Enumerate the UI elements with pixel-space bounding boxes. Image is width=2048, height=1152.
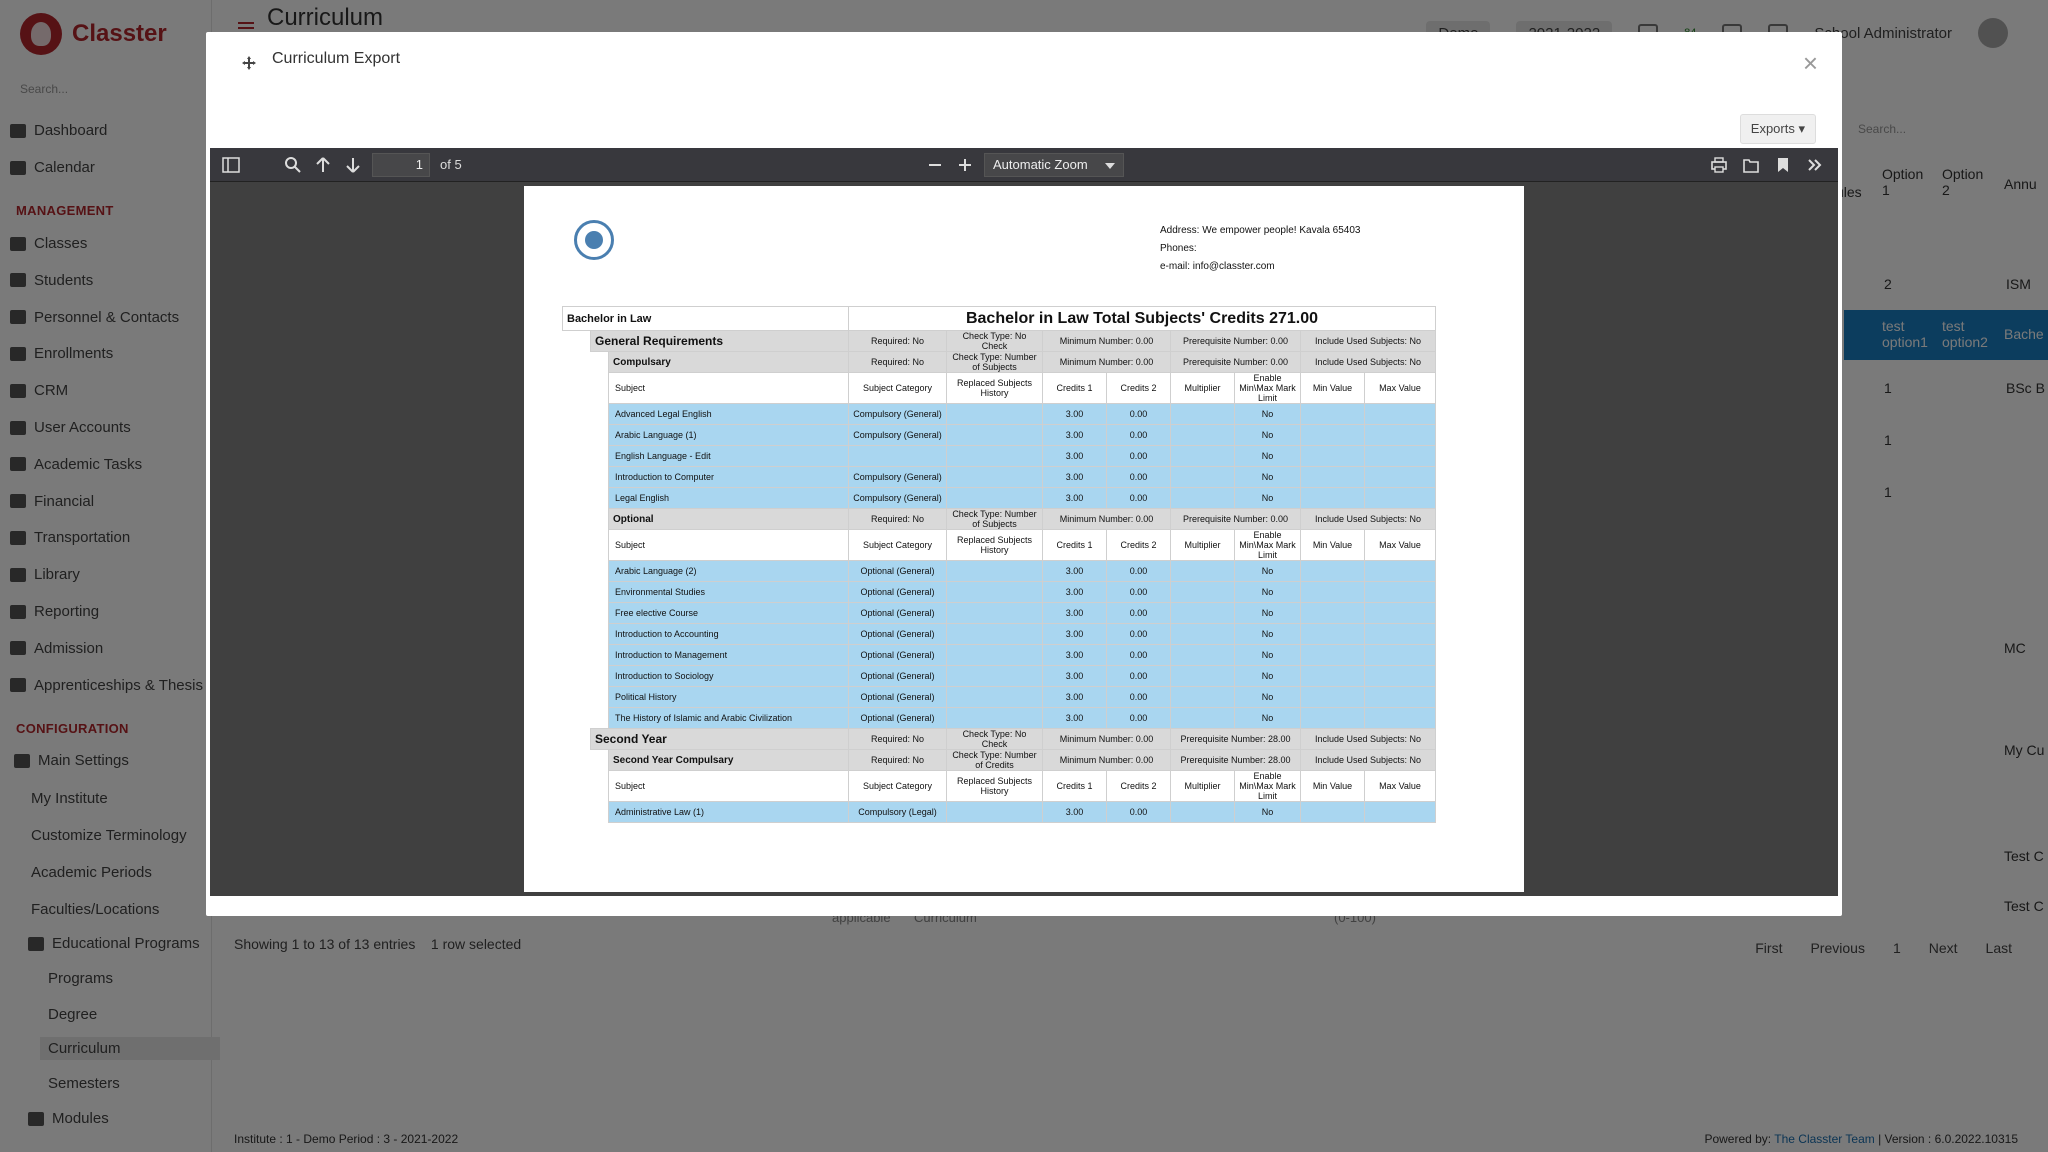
table-row xyxy=(563,446,1436,467)
subject-category: Optional (General) xyxy=(849,561,947,582)
column-header-row xyxy=(563,771,1436,802)
min-value xyxy=(1301,645,1365,666)
multiplier xyxy=(1171,666,1235,687)
credits-2: 0.00 xyxy=(1107,446,1171,467)
group-check-type: Check Type: Number of Subjects xyxy=(947,509,1043,530)
group-required: Required: No xyxy=(849,750,947,771)
credits-1: 3.00 xyxy=(1043,582,1107,603)
replaced-subjects xyxy=(947,645,1043,666)
column-header: Credits 2 xyxy=(1107,771,1171,802)
credits-2: 0.00 xyxy=(1107,708,1171,729)
subject-category: Compulsory (General) xyxy=(849,488,947,509)
multiplier xyxy=(1171,687,1235,708)
group-row xyxy=(563,750,1436,771)
credits-1: 3.00 xyxy=(1043,467,1107,488)
zoom-out-icon[interactable] xyxy=(926,156,944,174)
table-row xyxy=(563,404,1436,425)
table-row xyxy=(563,467,1436,488)
credits-2: 0.00 xyxy=(1107,467,1171,488)
subject-category: Compulsory (General) xyxy=(849,467,947,488)
page-number-input[interactable]: 1 xyxy=(372,153,430,177)
column-header: Multiplier xyxy=(1171,373,1235,404)
column-header: Credits 2 xyxy=(1107,530,1171,561)
credits-2: 0.00 xyxy=(1107,488,1171,509)
column-header: Subject xyxy=(609,530,849,561)
bookmark-icon[interactable] xyxy=(1774,156,1792,174)
group-name: Second Year xyxy=(591,729,849,750)
replaced-subjects xyxy=(947,802,1043,823)
column-header: Subject Category xyxy=(849,373,947,404)
multiplier xyxy=(1171,467,1235,488)
credits-1: 3.00 xyxy=(1043,603,1107,624)
max-value xyxy=(1365,488,1436,509)
multiplier xyxy=(1171,708,1235,729)
group-name: Optional xyxy=(609,509,849,530)
replaced-subjects xyxy=(947,687,1043,708)
subject-category: Compulsory (General) xyxy=(849,404,947,425)
max-value xyxy=(1365,404,1436,425)
group-prereq-number: Prerequisite Number: 0.00 xyxy=(1171,352,1301,373)
max-value xyxy=(1365,603,1436,624)
replaced-subjects xyxy=(947,624,1043,645)
credits-1: 3.00 xyxy=(1043,687,1107,708)
credits-2: 0.00 xyxy=(1107,404,1171,425)
column-header: Replaced Subjects History xyxy=(947,771,1043,802)
min-value xyxy=(1301,666,1365,687)
download-icon[interactable] xyxy=(1742,156,1760,174)
multiplier xyxy=(1171,404,1235,425)
table-row xyxy=(563,802,1436,823)
column-header: Min Value xyxy=(1301,771,1365,802)
column-header: Subject xyxy=(609,771,849,802)
subject-category: Optional (General) xyxy=(849,582,947,603)
max-value xyxy=(1365,561,1436,582)
column-header: Subject xyxy=(609,373,849,404)
group-prereq-number: Prerequisite Number: 28.00 xyxy=(1171,750,1301,771)
column-header: Min Value xyxy=(1301,530,1365,561)
subject-category: Compulsory (General) xyxy=(849,425,947,446)
table-row xyxy=(563,687,1436,708)
group-include-used: Include Used Subjects: No xyxy=(1301,729,1436,750)
column-header-row xyxy=(563,530,1436,561)
table-row xyxy=(563,708,1436,729)
multiplier xyxy=(1171,446,1235,467)
min-max-limit: No xyxy=(1235,467,1301,488)
min-max-limit: No xyxy=(1235,708,1301,729)
max-value xyxy=(1365,708,1436,729)
replaced-subjects xyxy=(947,666,1043,687)
min-max-limit: No xyxy=(1235,582,1301,603)
credits-1: 3.00 xyxy=(1043,708,1107,729)
min-max-limit: No xyxy=(1235,561,1301,582)
multiplier xyxy=(1171,561,1235,582)
group-required: Required: No xyxy=(849,331,947,352)
multiplier xyxy=(1171,582,1235,603)
group-row xyxy=(563,331,1436,352)
group-name: Compulsary xyxy=(609,352,849,373)
min-max-limit: No xyxy=(1235,687,1301,708)
min-max-limit: No xyxy=(1235,603,1301,624)
group-check-type: Check Type: Number of Subjects xyxy=(947,352,1043,373)
group-name: Second Year Compulsary xyxy=(609,750,849,771)
print-icon[interactable] xyxy=(1710,156,1728,174)
column-header: Credits 1 xyxy=(1043,373,1107,404)
column-header: Multiplier xyxy=(1171,530,1235,561)
group-prereq-number: Prerequisite Number: 0.00 xyxy=(1171,509,1301,530)
column-header: Credits 1 xyxy=(1043,530,1107,561)
min-value xyxy=(1301,582,1365,603)
institute-phones: Phones: xyxy=(1160,243,1197,254)
column-header: Credits 1 xyxy=(1043,771,1107,802)
replaced-subjects xyxy=(947,561,1043,582)
column-header: Enable Min\Max Mark Limit xyxy=(1235,530,1301,561)
multiplier xyxy=(1171,645,1235,666)
column-header: Subject Category xyxy=(849,771,947,802)
replaced-subjects xyxy=(947,404,1043,425)
credits-1: 3.00 xyxy=(1043,645,1107,666)
column-header: Max Value xyxy=(1365,771,1436,802)
subject-name: Introduction to Management xyxy=(609,645,849,666)
table-row xyxy=(563,488,1436,509)
zoom-in-icon[interactable] xyxy=(956,156,974,174)
max-value xyxy=(1365,446,1436,467)
credits-1: 3.00 xyxy=(1043,488,1107,509)
min-max-limit: No xyxy=(1235,666,1301,687)
min-max-limit: No xyxy=(1235,488,1301,509)
subject-name: English Language - Edit xyxy=(609,446,849,467)
group-min-number: Minimum Number: 0.00 xyxy=(1043,331,1171,352)
subject-category: Optional (General) xyxy=(849,687,947,708)
column-header: Max Value xyxy=(1365,373,1436,404)
subject-name: Arabic Language (2) xyxy=(609,561,849,582)
replaced-subjects xyxy=(947,467,1043,488)
institute-email: e-mail: info@classter.com xyxy=(1160,261,1275,272)
credits-2: 0.00 xyxy=(1107,425,1171,446)
multiplier xyxy=(1171,488,1235,509)
column-header: Enable Min\Max Mark Limit xyxy=(1235,373,1301,404)
page-count: of 5 xyxy=(440,157,462,172)
subject-name: Political History xyxy=(609,687,849,708)
modal-title: Curriculum Export xyxy=(272,50,401,67)
group-check-type: Check Type: No Check xyxy=(947,331,1043,352)
max-value xyxy=(1365,645,1436,666)
column-header: Credits 2 xyxy=(1107,373,1171,404)
min-value xyxy=(1301,708,1365,729)
group-required: Required: No xyxy=(849,509,947,530)
subject-name: Environmental Studies xyxy=(609,582,849,603)
group-include-used: Include Used Subjects: No xyxy=(1301,352,1436,373)
group-row xyxy=(563,352,1436,373)
table-row xyxy=(563,645,1436,666)
group-name: General Requirements xyxy=(591,331,849,352)
min-max-limit: No xyxy=(1235,802,1301,823)
table-row xyxy=(563,666,1436,687)
replaced-subjects xyxy=(947,582,1043,603)
exports-button[interactable]: Exports ▾ xyxy=(1740,114,1816,144)
table-row xyxy=(563,561,1436,582)
multiplier xyxy=(1171,425,1235,446)
credits-1: 3.00 xyxy=(1043,425,1107,446)
institute-address: Address: We empower people! Kavala 65403 xyxy=(1160,225,1361,236)
max-value xyxy=(1365,425,1436,446)
curriculum-export-modal xyxy=(206,32,1842,916)
column-header: Replaced Subjects History xyxy=(947,373,1043,404)
min-value xyxy=(1301,603,1365,624)
credits-2: 0.00 xyxy=(1107,687,1171,708)
group-prereq-number: Prerequisite Number: 0.00 xyxy=(1171,331,1301,352)
credits-1: 3.00 xyxy=(1043,561,1107,582)
group-min-number: Minimum Number: 0.00 xyxy=(1043,352,1171,373)
max-value xyxy=(1365,687,1436,708)
min-value xyxy=(1301,624,1365,645)
sidebar-toggle-icon[interactable] xyxy=(222,156,240,174)
max-value xyxy=(1365,624,1436,645)
group-include-used: Include Used Subjects: No xyxy=(1301,331,1436,352)
credits-2: 0.00 xyxy=(1107,561,1171,582)
subject-category xyxy=(849,446,947,467)
subject-category: Optional (General) xyxy=(849,645,947,666)
min-value xyxy=(1301,425,1365,446)
credits-2: 0.00 xyxy=(1107,645,1171,666)
tools-menu-icon[interactable] xyxy=(1806,156,1824,174)
max-value xyxy=(1365,467,1436,488)
next-page-icon[interactable] xyxy=(344,156,362,174)
table-row xyxy=(563,603,1436,624)
group-check-type: Check Type: No Check xyxy=(947,729,1043,750)
group-row xyxy=(563,729,1436,750)
min-max-limit: No xyxy=(1235,645,1301,666)
column-header: Max Value xyxy=(1365,530,1436,561)
multiplier xyxy=(1171,802,1235,823)
zoom-select[interactable]: Automatic Zoom xyxy=(984,153,1124,177)
min-value xyxy=(1301,446,1365,467)
min-value xyxy=(1301,404,1365,425)
min-value xyxy=(1301,561,1365,582)
column-header: Replaced Subjects History xyxy=(947,530,1043,561)
table-row xyxy=(563,425,1436,446)
multiplier xyxy=(1171,603,1235,624)
subject-name: Free elective Course xyxy=(609,603,849,624)
column-header: Multiplier xyxy=(1171,771,1235,802)
subject-name: Introduction to Computer xyxy=(609,467,849,488)
subject-category: Optional (General) xyxy=(849,603,947,624)
group-required: Required: No xyxy=(849,729,947,750)
group-check-type: Check Type: Number of Credits xyxy=(947,750,1043,771)
credits-1: 3.00 xyxy=(1043,404,1107,425)
pdf-toolbar xyxy=(210,148,1838,182)
previous-page-icon[interactable] xyxy=(314,156,332,174)
pdf-page xyxy=(524,186,1524,892)
multiplier xyxy=(1171,624,1235,645)
table-row xyxy=(563,307,1436,331)
subject-name: Introduction to Sociology xyxy=(609,666,849,687)
min-value xyxy=(1301,802,1365,823)
replaced-subjects xyxy=(947,425,1043,446)
replaced-subjects xyxy=(947,488,1043,509)
close-icon[interactable]: × xyxy=(1802,48,1818,78)
column-header-row xyxy=(563,373,1436,404)
table-row xyxy=(563,624,1436,645)
institute-logo-icon xyxy=(574,220,614,260)
group-prereq-number: Prerequisite Number: 28.00 xyxy=(1171,729,1301,750)
credits-2: 0.00 xyxy=(1107,802,1171,823)
credits-2: 0.00 xyxy=(1107,603,1171,624)
min-max-limit: No xyxy=(1235,624,1301,645)
program-name: Bachelor in Law xyxy=(563,307,849,331)
subject-name: Administrative Law (1) xyxy=(609,802,849,823)
credits-2: 0.00 xyxy=(1107,666,1171,687)
pdf-viewer xyxy=(210,148,1838,896)
subject-category: Optional (General) xyxy=(849,708,947,729)
column-header: Enable Min\Max Mark Limit xyxy=(1235,771,1301,802)
credits-1: 3.00 xyxy=(1043,666,1107,687)
subject-name: Legal English xyxy=(609,488,849,509)
replaced-subjects xyxy=(947,603,1043,624)
credits-2: 0.00 xyxy=(1107,582,1171,603)
subject-category: Optional (General) xyxy=(849,666,947,687)
subject-name: Introduction to Accounting xyxy=(609,624,849,645)
column-header: Subject Category xyxy=(849,530,947,561)
search-icon[interactable] xyxy=(284,156,302,174)
column-header: Min Value xyxy=(1301,373,1365,404)
credits-1: 3.00 xyxy=(1043,624,1107,645)
subject-name: Arabic Language (1) xyxy=(609,425,849,446)
min-value xyxy=(1301,687,1365,708)
curriculum-table xyxy=(562,306,1436,823)
max-value xyxy=(1365,582,1436,603)
min-value xyxy=(1301,488,1365,509)
group-min-number: Minimum Number: 0.00 xyxy=(1043,750,1171,771)
group-include-used: Include Used Subjects: No xyxy=(1301,509,1436,530)
subject-category: Optional (General) xyxy=(849,624,947,645)
replaced-subjects xyxy=(947,446,1043,467)
max-value xyxy=(1365,666,1436,687)
total-credits-title: Bachelor in Law Total Subjects' Credits 271.00 xyxy=(849,307,1436,331)
max-value xyxy=(1365,802,1436,823)
group-include-used: Include Used Subjects: No xyxy=(1301,750,1436,771)
credits-2: 0.00 xyxy=(1107,624,1171,645)
min-max-limit: No xyxy=(1235,446,1301,467)
group-row xyxy=(563,509,1436,530)
credits-1: 3.00 xyxy=(1043,802,1107,823)
min-max-limit: No xyxy=(1235,404,1301,425)
credits-1: 3.00 xyxy=(1043,446,1107,467)
subject-name: Advanced Legal English xyxy=(609,404,849,425)
subject-name: The History of Islamic and Arabic Civilization xyxy=(609,708,849,729)
min-value xyxy=(1301,467,1365,488)
group-min-number: Minimum Number: 0.00 xyxy=(1043,509,1171,530)
table-row xyxy=(563,582,1436,603)
institute-contact xyxy=(1160,222,1361,276)
group-min-number: Minimum Number: 0.00 xyxy=(1043,729,1171,750)
subject-category: Compulsory (Legal) xyxy=(849,802,947,823)
move-icon[interactable] xyxy=(242,56,256,70)
group-required: Required: No xyxy=(849,352,947,373)
min-max-limit: No xyxy=(1235,425,1301,446)
replaced-subjects xyxy=(947,708,1043,729)
